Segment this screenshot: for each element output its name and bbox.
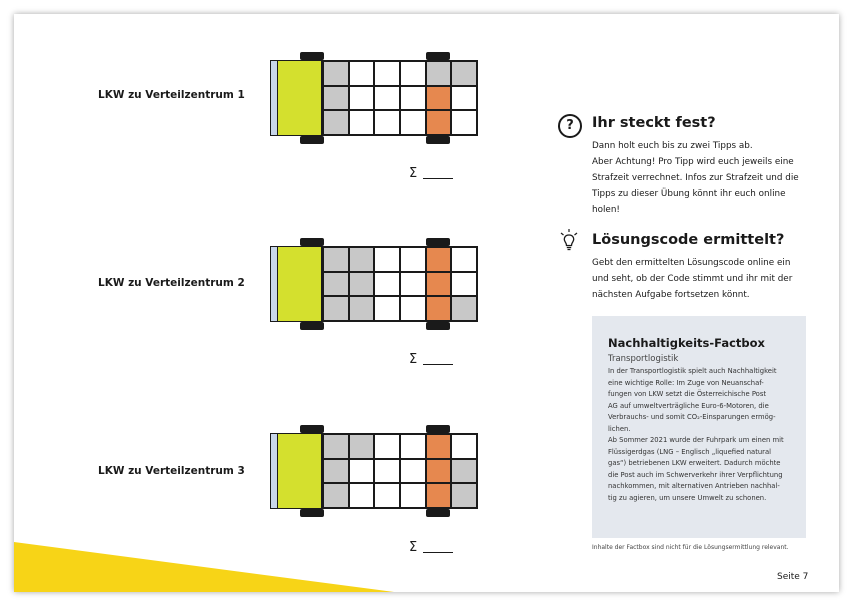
cargo-cell <box>349 434 375 459</box>
sum-field-1 <box>409 166 453 181</box>
text-line: In der Transportlogistik spielt auch Nachhaltigkeit <box>608 367 777 375</box>
lightbulb-icon <box>559 228 579 252</box>
wheel <box>300 238 324 246</box>
factbox-note: Inhalte der Factbox sind nicht für die Lösungsermittlung relevant. <box>592 544 789 551</box>
cargo-cell <box>426 61 452 86</box>
truck-bumper <box>270 246 278 322</box>
text-line: Dann holt euch bis zu zwei Tipps ab. <box>592 141 753 151</box>
wheel <box>426 509 450 517</box>
answer-blank[interactable] <box>423 542 453 553</box>
worksheet-page <box>14 14 839 592</box>
cargo-cell <box>349 86 375 111</box>
cargo-grid <box>322 433 478 509</box>
solution-title: Lösungscode ermittelt? <box>592 232 785 248</box>
page-number: Seite 7 <box>777 572 809 582</box>
cargo-cell <box>400 247 426 272</box>
cargo-cell <box>400 110 426 135</box>
cargo-cell <box>400 296 426 321</box>
cargo-cell <box>426 483 452 508</box>
cargo-cell <box>374 272 400 297</box>
cargo-cell <box>374 61 400 86</box>
cargo-cell <box>400 86 426 111</box>
wheel <box>300 322 324 330</box>
cargo-cell <box>323 434 349 459</box>
wheel <box>426 322 450 330</box>
text-line: und seht, ob der Code stimmt und ihr mit der <box>592 274 793 284</box>
wheel <box>426 425 450 433</box>
cargo-cell <box>426 459 452 484</box>
wheel <box>300 509 324 517</box>
text-line: die Post auch im Schwerverkehr ihrer Verpflichtung <box>608 470 783 479</box>
text-line: gas“) betriebenen LKW erweitert. Dadurch möchte <box>608 459 781 467</box>
cargo-cell <box>426 296 452 321</box>
text-line: Flüssigerdgas (LNG – Englisch „liquefied natural <box>608 447 772 456</box>
cargo-cell <box>323 296 349 321</box>
sum-field-2 <box>409 352 453 367</box>
text-line: Strafzeit verrechnet. Infos zur Strafzeit und die <box>592 173 799 183</box>
cargo-cell <box>451 86 477 111</box>
text-line: AG auf umweltverträgliche Euro-6-Motoren, die <box>608 401 769 410</box>
cargo-cell <box>451 296 477 321</box>
cargo-cell <box>400 483 426 508</box>
wheel <box>300 425 324 433</box>
sum-symbol: Σ <box>409 540 418 555</box>
cargo-cell <box>323 247 349 272</box>
stuck-title: Ihr steckt fest? <box>592 115 716 131</box>
cargo-cell <box>349 247 375 272</box>
text-line: tig zu agieren, um unsere Umwelt zu schonen. <box>608 493 767 502</box>
cargo-cell <box>451 459 477 484</box>
factbox-body <box>608 366 798 504</box>
stuck-text <box>592 138 832 218</box>
yellow-decoration <box>14 542 394 592</box>
cargo-cell <box>323 110 349 135</box>
cargo-cell <box>374 483 400 508</box>
solution-text <box>592 255 832 303</box>
text-line: fungen von LKW setzt die Österreichische Post <box>608 390 767 398</box>
answer-blank[interactable] <box>423 354 453 365</box>
truck-label-3: LKW zu Verteilzentrum 3 <box>98 465 245 477</box>
truck-1 <box>270 60 478 136</box>
text-line: Tipps zu dieser Übung könnt ihr euch online <box>592 189 786 199</box>
truck-bumper <box>270 60 278 136</box>
cargo-cell <box>349 272 375 297</box>
cargo-cell <box>374 86 400 111</box>
cargo-cell <box>400 61 426 86</box>
cargo-cell <box>323 272 349 297</box>
cargo-cell <box>451 483 477 508</box>
truck-label-2: LKW zu Verteilzentrum 2 <box>98 277 245 289</box>
cargo-cell <box>323 61 349 86</box>
cargo-cell <box>323 86 349 111</box>
sum-field-3 <box>409 540 453 555</box>
text-line: Ab Sommer 2021 wurde der Fuhrpark um einen mit <box>608 436 784 444</box>
factbox-title: Nachhaltigkeits-Factbox <box>608 336 765 350</box>
text-line: lichen. <box>608 424 631 433</box>
wheel <box>426 136 450 144</box>
text-line: holen! <box>592 205 620 215</box>
wheel <box>300 136 324 144</box>
cargo-cell <box>323 459 349 484</box>
cargo-cell <box>349 483 375 508</box>
truck-cab <box>278 433 322 509</box>
cargo-cell <box>349 110 375 135</box>
cargo-cell <box>374 296 400 321</box>
cargo-cell <box>426 110 452 135</box>
cargo-cell <box>349 459 375 484</box>
truck-cab <box>278 60 322 136</box>
question-mark-icon: ? <box>558 114 582 138</box>
cargo-cell <box>349 296 375 321</box>
cargo-cell <box>374 110 400 135</box>
text-line: eine wichtige Rolle: Im Zuge von Neuanschaf- <box>608 378 764 387</box>
cargo-cell <box>426 434 452 459</box>
text-line: Verbrauchs- und somit CO₂-Einsparungen ermög- <box>608 413 776 421</box>
cargo-cell <box>374 434 400 459</box>
truck-bumper <box>270 433 278 509</box>
wheel <box>300 52 324 60</box>
sum-symbol: Σ <box>409 352 418 367</box>
cargo-cell <box>400 459 426 484</box>
truck-3 <box>270 433 478 509</box>
factbox-subtitle: Transportlogistik <box>608 354 679 364</box>
cargo-cell <box>426 272 452 297</box>
cargo-cell <box>451 434 477 459</box>
text-line: nachkommen, mit alternativen Antrieben nachhal- <box>608 482 780 490</box>
wheel <box>426 52 450 60</box>
cargo-cell <box>426 247 452 272</box>
text-line: Gebt den ermittelten Lösungscode online ein <box>592 258 791 268</box>
cargo-cell <box>349 61 375 86</box>
cargo-cell <box>451 110 477 135</box>
cargo-cell <box>400 272 426 297</box>
cargo-cell <box>400 434 426 459</box>
cargo-cell <box>451 272 477 297</box>
cargo-cell <box>451 61 477 86</box>
answer-blank[interactable] <box>423 168 453 179</box>
cargo-cell <box>374 459 400 484</box>
cargo-cell <box>323 483 349 508</box>
cargo-cell <box>451 247 477 272</box>
factbox <box>592 316 806 538</box>
text-line: Aber Achtung! Pro Tipp wird euch jeweils eine <box>592 157 794 167</box>
cargo-grid <box>322 60 478 136</box>
truck-cab <box>278 246 322 322</box>
wheel <box>426 238 450 246</box>
truck-2 <box>270 246 478 322</box>
sum-symbol: Σ <box>409 166 418 181</box>
cargo-grid <box>322 246 478 322</box>
cargo-cell <box>426 86 452 111</box>
cargo-cell <box>374 247 400 272</box>
truck-label-1: LKW zu Verteilzentrum 1 <box>98 89 245 101</box>
text-line: nächsten Aufgabe fortsetzen könnt. <box>592 290 750 300</box>
